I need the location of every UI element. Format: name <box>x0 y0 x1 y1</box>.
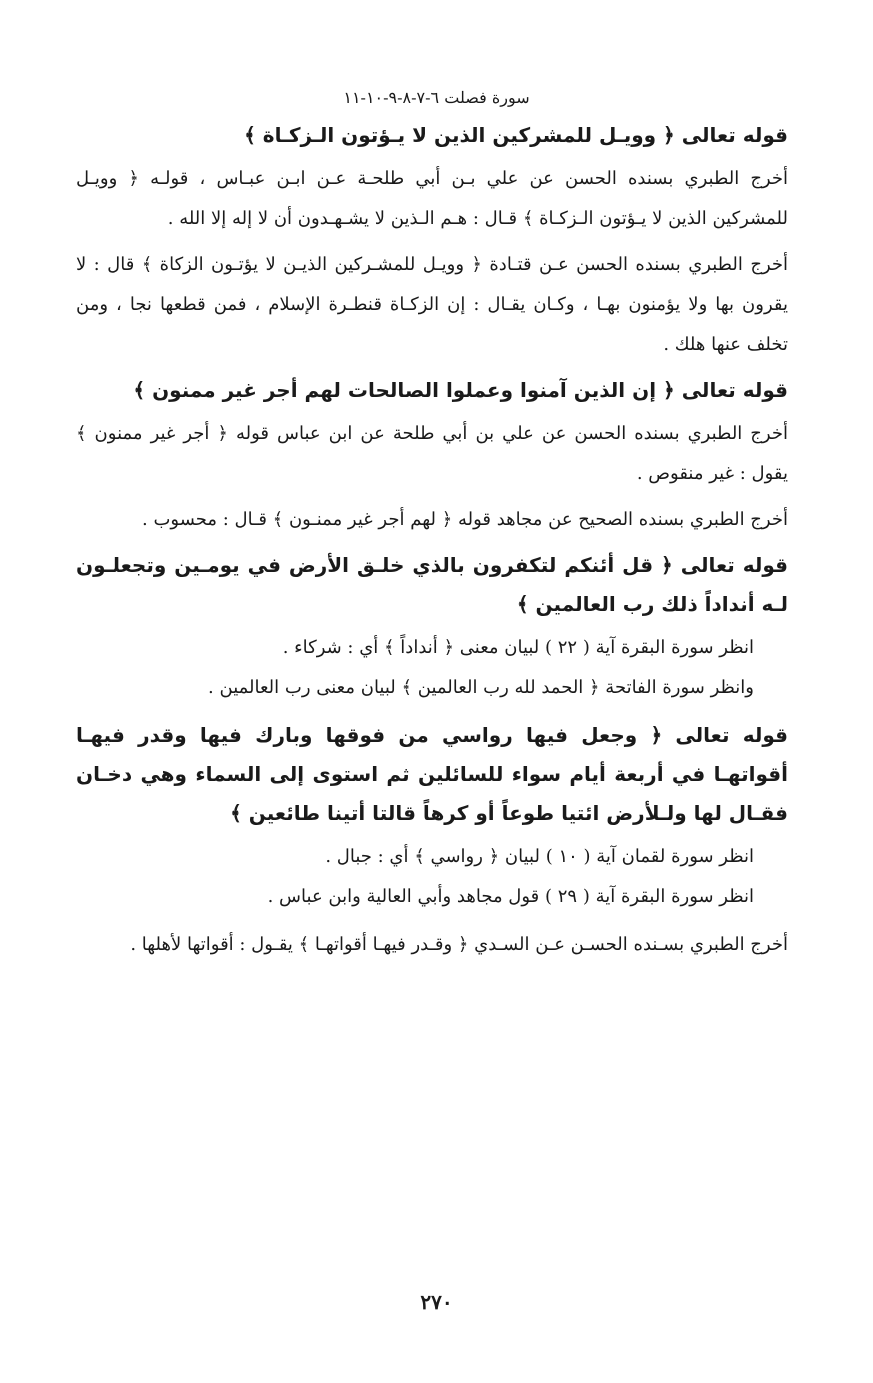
running-header: سورة فصلت ٦-٧-٨-٩-١٠-١١ <box>343 88 530 107</box>
verse-heading: قوله تعالى ﴿ وجعل فيها رواسي من فوقها وبارك فيها وقدر فيهـا أقواتهـا في أربعة أيام سواء للسائلين ثم استوى إلى السماء وهي دخـان فقـال لها ولـلأرض ائتيا طوعاً أو كرهاً قالتا أتينا طائعين ﴾ <box>76 723 788 825</box>
verse-heading: قوله تعالى ﴿ وويـل للمشركين الذين لا يـؤتون الـزكـاة ﴾ <box>244 123 788 147</box>
commentary-paragraph: أخرج الطبري بسنده الحسن عـن قتـادة ﴿ وويـل للمشـركين الذيـن لا يؤتـون الزكاة ﴾ قال : لا يقرون بها ولا يؤمنون بهـا ، وكـان يقـال : إن الزكـاة قنطـرة الإسلام ، فمن قطعها نجا ، ومن تخلف عنها هلك . <box>76 254 788 355</box>
verse-heading: قوله تعالى ﴿ قل أئنكم لتكفرون بالذي خلـق الأرض في يومـين وتجعلـون لـه أنداداً ذلك رب العالمين ﴾ <box>76 553 788 616</box>
page-content <box>76 116 788 971</box>
commentary-paragraph: أخرج الطبري بسنده الحسن عن علي بـن أبي طلحـة عـن ابـن عبـاس ، قولـه ﴿ وويـل للمشركين الذين لا يـؤتون الـزكـاة ﴾ قـال : هـم الـذين لا يشـهـدون أن لا إله إلا الله . <box>76 168 788 229</box>
cross-reference: انظر سورة البقرة آية ( ٢٢ ) لبيان معنى ﴿ أنداداً ﴾ أي : شركاء . <box>282 637 754 658</box>
commentary-paragraph: أخرج الطبري بسـنده الحسـن عـن السـدي ﴿ وقـدر فيهـا أقواتهـا ﴾ يقـول : أقواتها لأهلها . <box>130 934 788 955</box>
page-number: ٢٧٠ <box>420 1290 453 1314</box>
cross-reference: انظر سورة البقرة آية ( ٢٩ ) قول مجاهد وأبي العالية وابن عباس . <box>267 886 754 907</box>
commentary-paragraph: أخرج الطبري بسنده الصحيح عن مجاهد قوله ﴿ لهم أجر غير ممنـون ﴾ قـال : محسوب . <box>142 509 788 530</box>
cross-reference: وانظر سورة الفاتحة ﴿ الحمد لله رب العالمين ﴾ لبيان معنى رب العالمين . <box>208 677 754 698</box>
verse-heading: قوله تعالى ﴿ إن الذين آمنوا وعملوا الصالحات لهم أجر غير ممنون ﴾ <box>133 378 788 402</box>
commentary-paragraph: أخرج الطبري بسنده الحسن عن علي بن أبي طلحة عن ابن عباس قوله ﴿ أجر غير ممنون ﴾ يقول : غير منقوص . <box>76 423 788 484</box>
cross-reference: انظر سورة لقمان آية ( ١٠ ) لبيان ﴿ رواسي ﴾ أي : جبال . <box>325 846 754 867</box>
